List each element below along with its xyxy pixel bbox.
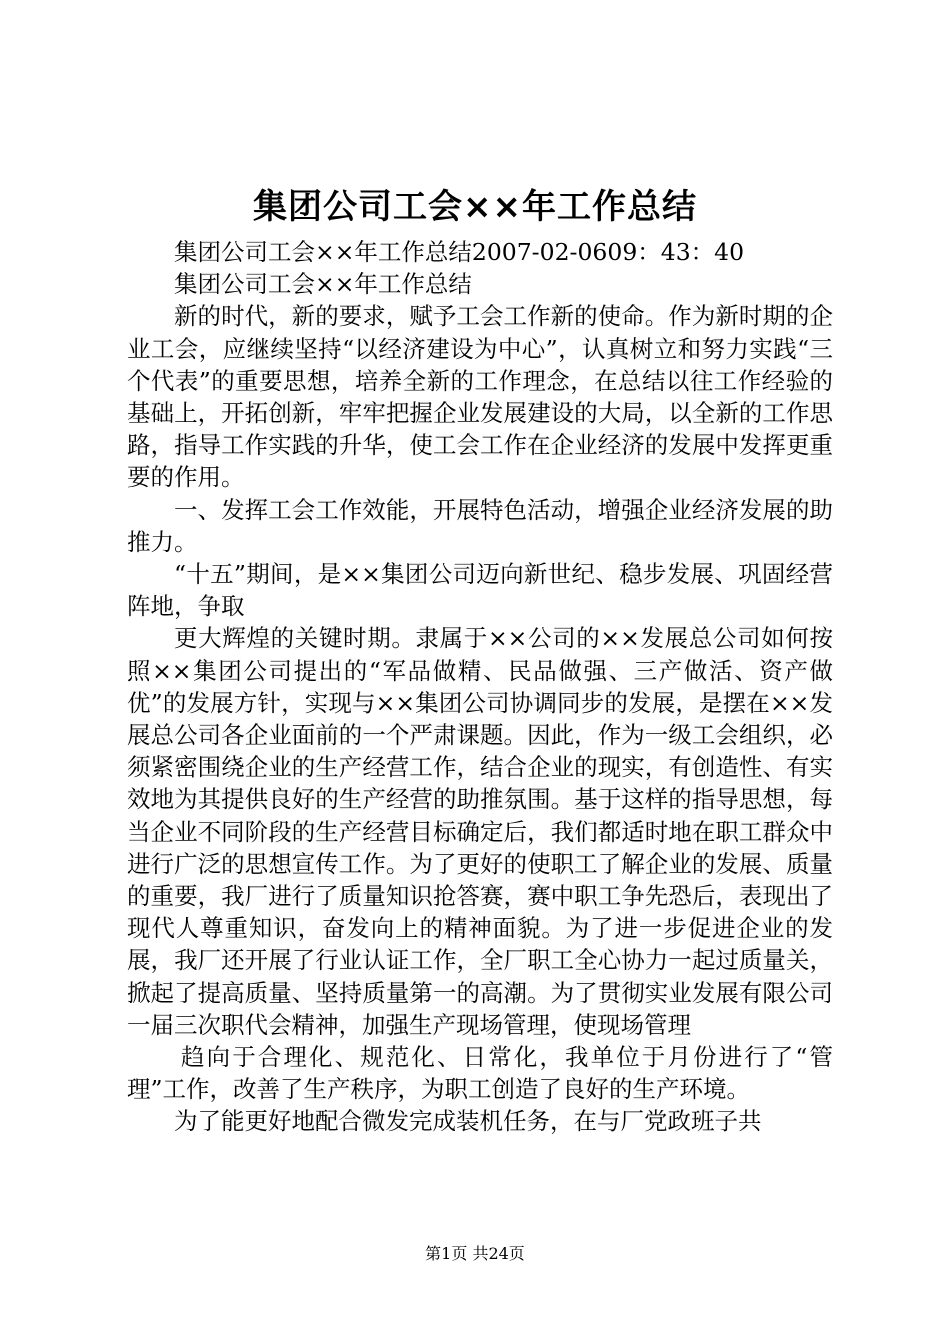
page-footer: 第1页 共24页: [425, 1244, 525, 1263]
header-line-date: 集团公司工会××年工作总结2007-02-0609：43：40: [174, 238, 745, 266]
header-line-title: 集团公司工会××年工作总结: [174, 270, 472, 299]
paragraph-management: 趋向于合理化、规范化、日常化，我单位于月份进行了“管理”工作，改善了生产秩序，为职工创造了良好的生产环境。: [127, 1043, 833, 1104]
section-heading-1: 一、发挥工会工作效能，开展特色活动，增强企业经济发展的助推力。: [127, 495, 833, 556]
paragraph-intro: 新的时代，新的要求，赋予工会工作新的使命。作为新时期的企业工会，应继续坚持“以经济建设为中心”，认真树立和努力实践“三个代表”的重要思想，培养全新的工作理念，在总结以往工作经验的基础上，开拓创新，牢牢把握企业发展建设的大局，以全新的工作思路，指导工作实践的升华，使工会工作在企业经济的发展中发挥更重要的作用。: [127, 302, 833, 492]
document-title: 集团公司工会××年工作总结: [253, 187, 697, 227]
paragraph-main: 更大辉煌的关键时期。隶属于××公司的××发展总公司如何按照××集团公司提出的“军品做精、民品做强、三产做活、资产做优”的发展方针，实现与××集团公司协调同步的发展，是摆在××发展总公司各企业面前的一个严肃课题。因此，作为一级工会组织，必须紧密围绕企业的生产经营工作，结合企业的现实，有创造性、有实效地为其提供良好的生产经营的助推氛围。基于这样的指导思想，每当企业不同阶段的生产经营目标确定后，我们都适时地在职工群众中进行广泛的思想宣传工作。为了更好的使职工了解企业的发展、质量的重要，我厂进行了质量知识抢答赛，赛中职工争先恐后，表现出了现代人尊重知识，奋发向上的精神面貌。为了进一步促进企业的发展，我厂还开展了行业认证工作，全厂职工全心协力一起过质量关，掀起了提高质量、坚持质量第一的高潮。为了贯彻实业发展有限公司一届三次职代会精神，加强生产现场管理，使现场管理: [127, 624, 833, 1039]
paragraph-assembly: 为了能更好地配合微发完成装机任务，在与厂党政班子共: [174, 1107, 762, 1136]
paragraph-fifteen-plan: “十五”期间，是××集团公司迈向新世纪、稳步发展、巩固经营阵地，争取: [127, 560, 833, 621]
document-body: [127, 236, 833, 1138]
